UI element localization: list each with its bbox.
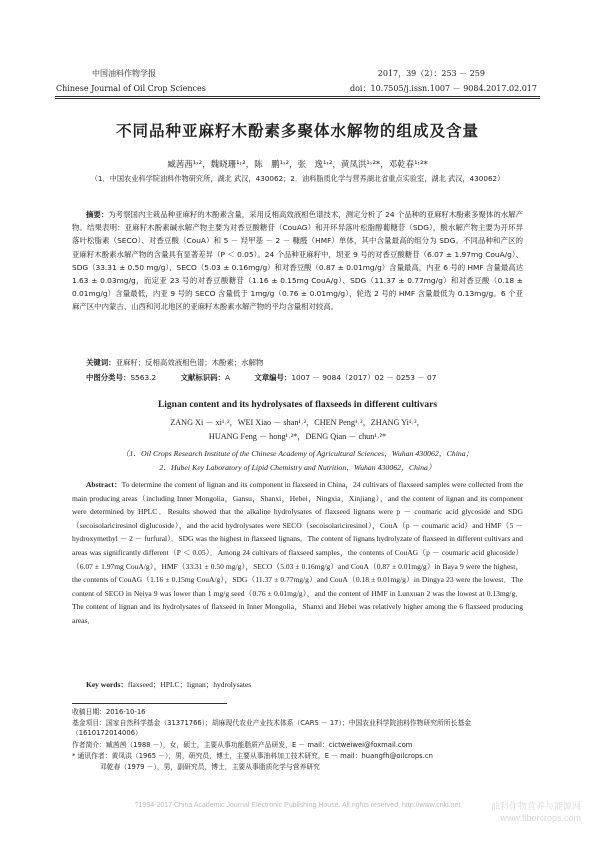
- clc-label: 中图分类号：: [86, 373, 131, 382]
- authors-en-line1: ZANG Xi － xi¹˒²，WEI Xiao － shan¹˒²，CHEN Peng¹˒²，ZHANG Yi¹˒²，: [170, 418, 425, 427]
- issue-info: 2017，39（2）：253 － 259: [377, 69, 485, 78]
- journal-name-cn: 中国油料作物学报: [92, 69, 156, 78]
- affiliation-en-line1: （1．Oil Crops Research Institute of the Chinese Academy of Agricultural Sciences，Wuhan 430062，China；: [121, 449, 474, 458]
- footnote-corresponding-2: 邓乾春（1979 －），男，副研究员，博士，主要从事脂质化学与营养研究: [100, 763, 320, 771]
- title-en: Lignan content and its hydrolysates of flaxseeds in different cultivars: [157, 400, 438, 410]
- header-rule: [55, 96, 540, 97]
- article-no-label: 文章编号：: [254, 373, 292, 382]
- abstract-cn-text: 为考察国内主栽品种亚麻籽的木酚素含量，采用反相高效液相色谱技术，测定分析了 24 个品种的亚麻籽木酚素多聚体的水解产物。结果表明：亚麻籽木酚素碱水解产物主要为对香豆酸糖苷（CouAG）和开环异落叶松脂醇葡糖苷（SDG），酸水解产物主要为开环异落叶松脂素（SECO）、对香豆酸（CouA）和 5 － 羟甲基 － 2 － 糠醛（HMF）单体，其中含量最高的组分为 SDG。不同品种和产区的亚麻籽木酚素水解产物的含量具有显著差异（P ＜ 0.05）。24 个品种亚麻籽中，坝亚 9 号的对香豆酸糖苷（6.07 ± 1.97mg CouA/g）、SDG（33.31 ± 0.50 mg/g）、SECO（5.03 ± 0.16mg/g）和对香豆酸（0.87 ± 0.01mg/g）含量最高，内亚 6 号的 HMF 含量最高达 1.63 ± 0.03mg/g，而定亚 23 号的对香豆酸糖苷（1.16 ± 0.15mg CouA/g）、SDG（11.37 ± 0.77mg/g）和对香豆酸（0.18 ± 0.01mg/g）含量最低，内亚 9 号的 SECO 含量低于 1mg/g（0.76 ± 0.01mg/g），轮选 2 号的 HMF 含量最低为 0.13mg/g。6 个亚麻产区中内蒙古、山西和河北地区的亚麻籽木酚素水解产物的平均含量相对较高。: [72, 210, 523, 312]
- affiliation-cn: （1．中国农业科学院油料作物研究所，湖北 武汉，430062；2．油料脂质化学与营养湖北省重点实验室，湖北 武汉，430062）: [90, 174, 505, 183]
- affiliation-en-line2: 2．Hubei Key Laboratory of Lipid Chemistry and Nutrition，Wuhan 430062，China）: [159, 463, 436, 472]
- doi: doi：10.7505/j.issn.1007 － 9084.2017.02.017: [349, 84, 537, 93]
- footnote-author: 作者简介：臧茜茜（1988 －），女，硕士，主要从事功能脂质产品研发，E － mail：cictweiwei@foxmail.com: [72, 741, 413, 749]
- keywords-cn-text: 亚麻籽；反相高效液相色谱；木酚素；水解物: [115, 358, 264, 367]
- clc-value: S563.2: [130, 373, 157, 382]
- abstract-en-text: To determine the content of lignan and its component in flaxseed in China，24 cultivars of flaxseed samples were collected from the main producing areas（including Inner Mongolia，Gansu，Shanxi，Hebei，Ningxia，Xinjiang），and the content of lignan and its component were determined by HPLC．Results showed that the alkaline hydrolysates of flaxseed lignans were p － coumaric acid glycoside and SDG（secoisolariciresinol diglucoside），and the acid hydrolysates were SECO（secoisolariciresinol），CouA（p － coumaric acid）and HMF（5 － hydroxymethyl － 2 － furfural）．SDG was the highest in flaxseed lignans．The content of lignans hydrolyzate of flaxseed in different cultivars and areas was significantly different（P ＜ 0.05）．Among 24 cultivars of flaxseed samples，the contents of CouAG（p － coumaric acid glucoside）（6.07 ± 1.97mg CouA/g），HMF（33.31 ± 0.50 mg/g），SECO（5.03 ± 0.16mg/g）and CouA（0.87 ± 0.01mg/g）in Baya 9 were the highest，the contents of CouAG（1.16 ± 0.15mg CouA/g），SDG（11.37 ± 0.77mg/g）and CouA（0.18 ± 0.01mg/g）in Dingya 23 were the lowest．The content of SECO in Neiya 9 was lower than 1 mg/g seed（0.76 ± 0.01mg/g），and the content of HMF in Lunxuan 2 was the lowest at 0.13mg/g．The content of lignan and its hydrolysates of flaxseed in Inner Mongolia，Shanxi and Hebei was relatively higher among the 6 flaxseed producing areas．: [72, 480, 523, 625]
- header-rule-thin: [55, 98, 540, 99]
- article-no-value: 1007 － 9084（2017）02 － 0253 － 07: [291, 373, 437, 382]
- keywords-en-label: Key words：: [86, 680, 128, 689]
- abstract-en-label: Abstract：: [86, 480, 122, 489]
- keywords-en-text: flaxseed；HPLC；lignan；hydrolysates: [127, 680, 252, 689]
- keywords-cn-label: 关键词：: [86, 358, 116, 367]
- footnote-corresponding-1: * 通讯作者：黄凤洪（1965 －），男，研究员，博士，主要从事油料加工技术研究，E － mail：huangfh@oilcrops.cn: [72, 752, 433, 760]
- watermark-line1: 油料作物营养与能源网: [490, 801, 581, 811]
- abstract-en: [72, 478, 523, 628]
- footnote-rule: [72, 703, 227, 704]
- abstract-cn: [72, 208, 523, 314]
- watermark-line2: www.fibercrops.com: [500, 813, 581, 823]
- abstract-cn-label: 摘要：: [86, 210, 109, 219]
- authors-en-line2: HUANG Feng － hong¹˒²*，DENG Qian － chun¹˒²*: [208, 432, 387, 441]
- copyright-footer: ?1994-2017 China Academic Journal Electronic Publishing House. All rights reserved. http://www.cnki.net: [134, 802, 461, 809]
- classification-line: [72, 371, 523, 384]
- authors-cn: 臧茜茜¹˒²，魏晓珊¹˒²，陈 鹏¹˒²，张 逸¹˒²，黄凤洪¹˒²*，邓乾春¹˒²*: [167, 160, 428, 170]
- doc-code-label: 文献标识码：: [180, 373, 225, 382]
- doc-code-value: A: [224, 373, 230, 382]
- footnote-fund: 基金项目：国家自然科学基金（31371766）；胡麻现代农业产业技术体系（CARS － 17）；中国农业科学院油料作物研究所所长基金（1610172014006）: [72, 719, 472, 738]
- keywords-cn: [72, 356, 523, 369]
- watermark: [491, 800, 581, 824]
- journal-name-en: Chinese Journal of Oil Crop Sciences: [56, 84, 206, 93]
- footnote-received: 收稿日期：2016-10-16: [72, 708, 146, 716]
- title-cn: 不同品种亚麻籽木酚素多聚体水解物的组成及含量: [115, 122, 479, 140]
- keywords-en: [72, 678, 523, 692]
